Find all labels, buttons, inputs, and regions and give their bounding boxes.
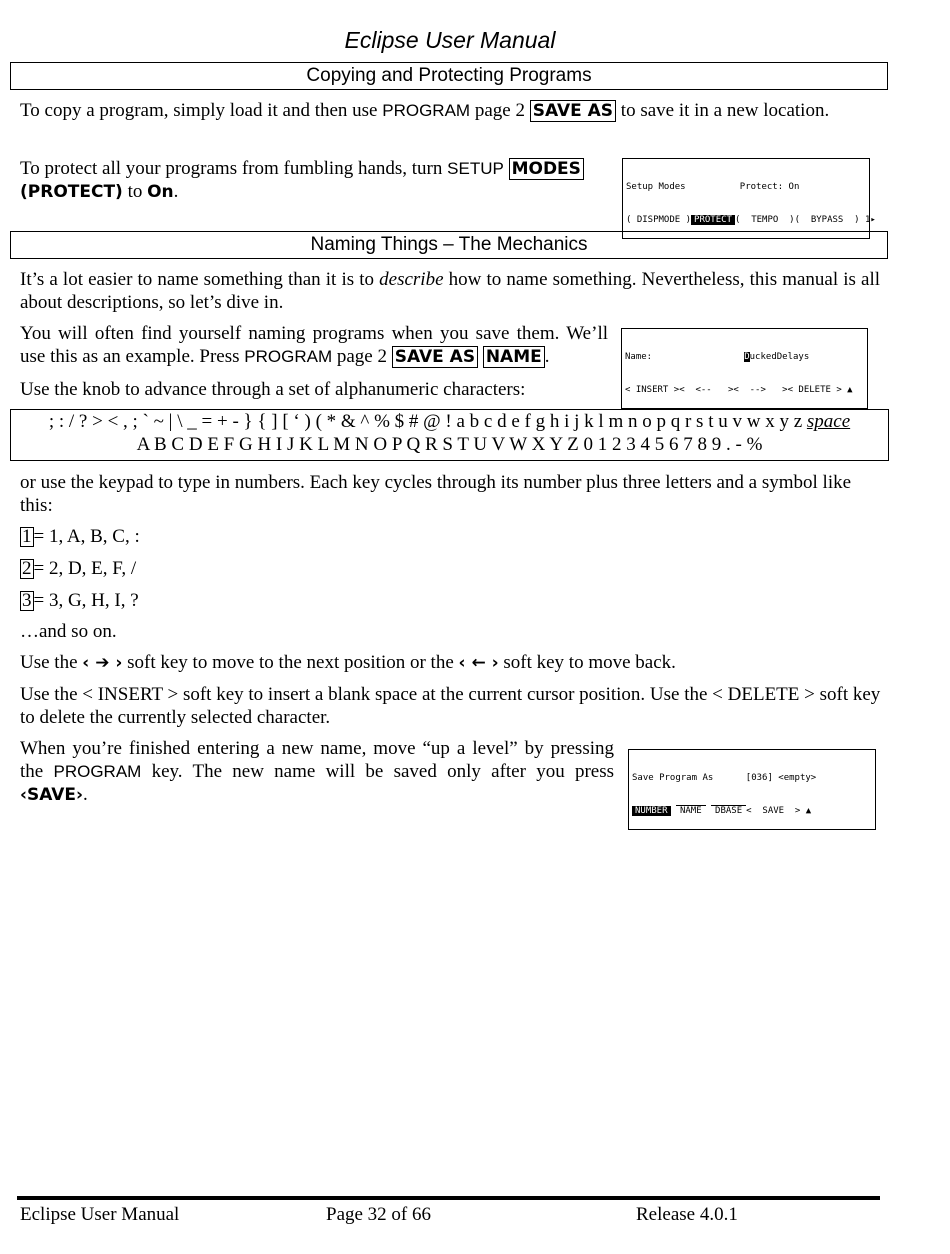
lcd-softkey-dbase: DBASE	[711, 805, 746, 816]
save-softkey: ‹SAVE›	[20, 785, 84, 805]
naming-period: .	[544, 346, 550, 367]
protect-on-value: On	[147, 182, 174, 202]
intro-emphasis: describe	[379, 269, 444, 290]
save-as-key-2: SAVE AS	[392, 346, 478, 368]
keypad-key-1-chars: = 1, A, B, C, :	[33, 526, 140, 547]
charset-line1	[11, 410, 888, 433]
protect-softkey-label: (PROTECT)	[20, 182, 123, 202]
insert-delete-paragraph: Use the < INSERT > soft key to insert a blank space at the current cursor position. Use the < DELETE > soft key to delete the currently selected character.	[20, 684, 881, 728]
arrows-text-mid: soft key to move to the next position or the	[127, 652, 454, 673]
protect-paragraph	[20, 157, 620, 204]
arrows-text-start: Use the	[20, 652, 78, 673]
page-header-title: Eclipse User Manual	[344, 27, 556, 53]
program-key-label-2: PROGRAM	[244, 347, 333, 366]
lcd-setup-line1: Setup Modes Protect: On	[626, 182, 800, 192]
protect-period: .	[173, 181, 179, 202]
finish-text: When you’re finished entering a new name, move “up a level” by pressing the	[20, 738, 614, 782]
page-label-2: page 2	[336, 346, 387, 367]
protect-text: To protect all your programs from fumbling hands, turn	[20, 158, 443, 179]
charset-space-label: space	[806, 411, 851, 432]
lcd-setup-softkeys	[626, 215, 876, 226]
lcd-setup-modes	[622, 158, 876, 239]
footer-release: Release 4.0.1	[636, 1204, 738, 1225]
arrows-paragraph	[20, 651, 900, 675]
keypad-key-3-chars: = 3, G, H, I, ?	[33, 590, 139, 611]
lcd-name-label: Name:	[625, 352, 653, 362]
intro-paragraph	[20, 268, 880, 314]
naming-paragraph	[20, 322, 608, 368]
charset-symbols-lowercase: ; : / ? > < , ; ` ~ | \ _ = + - } { ] [ ‘ ) ( * & ^ % $ # @ ! a b c d e f g h i j k l m n o p q r s t u v w x y z	[48, 411, 803, 432]
page-label: page 2	[474, 100, 525, 121]
footer-rule	[17, 1196, 880, 1200]
footer-page-number: Page 32 of 66	[326, 1204, 432, 1225]
section-heading-copying: Copying and Protecting Programs	[10, 62, 888, 90]
lcd-softkey-forward: < --> >	[733, 385, 788, 395]
arrows-text-end: soft key to move back.	[503, 652, 676, 673]
lcd-name-cursor: D	[744, 352, 750, 362]
lcd-name-entry	[621, 328, 868, 409]
lcd-page-indicator: 1▸	[865, 215, 876, 225]
intro-text-end: how to name something. Nevertheless, this manual is all about descriptions, so let’s dive in.	[20, 269, 881, 313]
keypad-key-2-chars: = 2, D, E, F, /	[33, 558, 137, 579]
lcd-name-softkeys	[625, 385, 864, 396]
lcd-save-indicator: ▲	[805, 806, 812, 816]
lcd-softkey-name: NAME	[676, 805, 706, 816]
lcd-softkey-dispmode: ( DISPMODE )	[626, 215, 692, 225]
keypad-row-2	[20, 557, 136, 580]
modes-key: MODES	[509, 158, 584, 180]
lcd-save-program	[628, 749, 876, 830]
charset-line2: A B C D E F G H I J K L M N O P Q R S T U V W X Y Z 0 1 2 3 4 5 6 7 8 9 . - %	[136, 434, 763, 455]
naming-text: You will often find yourself naming programs when you save them. We’ll use this as an example. Press	[20, 323, 608, 367]
lcd-name-value: uckedDelays	[749, 352, 810, 362]
copy-text: To copy a program, simply load it and then use	[20, 100, 378, 121]
keypad-row-1	[20, 525, 140, 548]
intro-text: It’s a lot easier to name something than it is to	[20, 269, 375, 290]
copy-paragraph	[20, 99, 900, 122]
character-set-box	[10, 409, 889, 461]
keypad-row-3	[20, 589, 139, 612]
lcd-softkey-number: NUMBER	[632, 806, 671, 816]
lcd-softkey-insert: < INSERT >	[625, 385, 680, 395]
keypad-key-2: 2	[22, 558, 32, 579]
footer-left: Eclipse User Manual	[20, 1204, 180, 1225]
lcd-softkey-tempo-bypass: ( TEMPO )( BYPASS )	[734, 215, 860, 225]
section-heading-naming: Naming Things – The Mechanics	[10, 231, 888, 259]
finish-text-end: key. The new name will be saved only after you press	[151, 761, 615, 782]
setup-key-label: SETUP	[447, 159, 504, 178]
finish-period: .	[83, 784, 88, 805]
lcd-name-line1	[625, 352, 864, 363]
lcd-save-softkeys	[632, 806, 872, 817]
lcd-save-line1: Save Program As [036] <empty>	[632, 773, 817, 783]
save-as-key: SAVE AS	[530, 100, 616, 122]
lcd-name-indicator: ▲	[847, 385, 853, 395]
lcd-softkey-delete: < DELETE >	[787, 385, 842, 395]
finish-paragraph	[20, 737, 614, 807]
lcd-softkey-back: < <-- >	[679, 385, 734, 395]
forward-arrow-softkey: ‹ ➔ ›	[82, 653, 123, 673]
keypad-key-3: 3	[22, 590, 32, 611]
program-key-label-3: PROGRAM	[53, 762, 142, 781]
keypad-paragraph: or use the keypad to type in numbers. Each key cycles through its number plus three letters and a symbol like this:	[20, 472, 852, 516]
keypad-key-1: 1	[22, 526, 32, 547]
back-arrow-softkey: ‹ ← ›	[458, 653, 499, 673]
name-key: NAME	[483, 346, 545, 368]
copy-text-end: to save it in a new location.	[620, 100, 830, 121]
protect-to-text: to	[127, 181, 143, 202]
knob-paragraph: Use the knob to advance through a set of alphanumeric characters:	[20, 379, 526, 400]
program-key-label: PROGRAM	[382, 101, 471, 120]
lcd-softkey-protect: PROTECT	[691, 215, 735, 225]
lcd-softkey-save: < SAVE >	[746, 806, 801, 816]
and-so-on-text: …and so on.	[20, 621, 117, 642]
